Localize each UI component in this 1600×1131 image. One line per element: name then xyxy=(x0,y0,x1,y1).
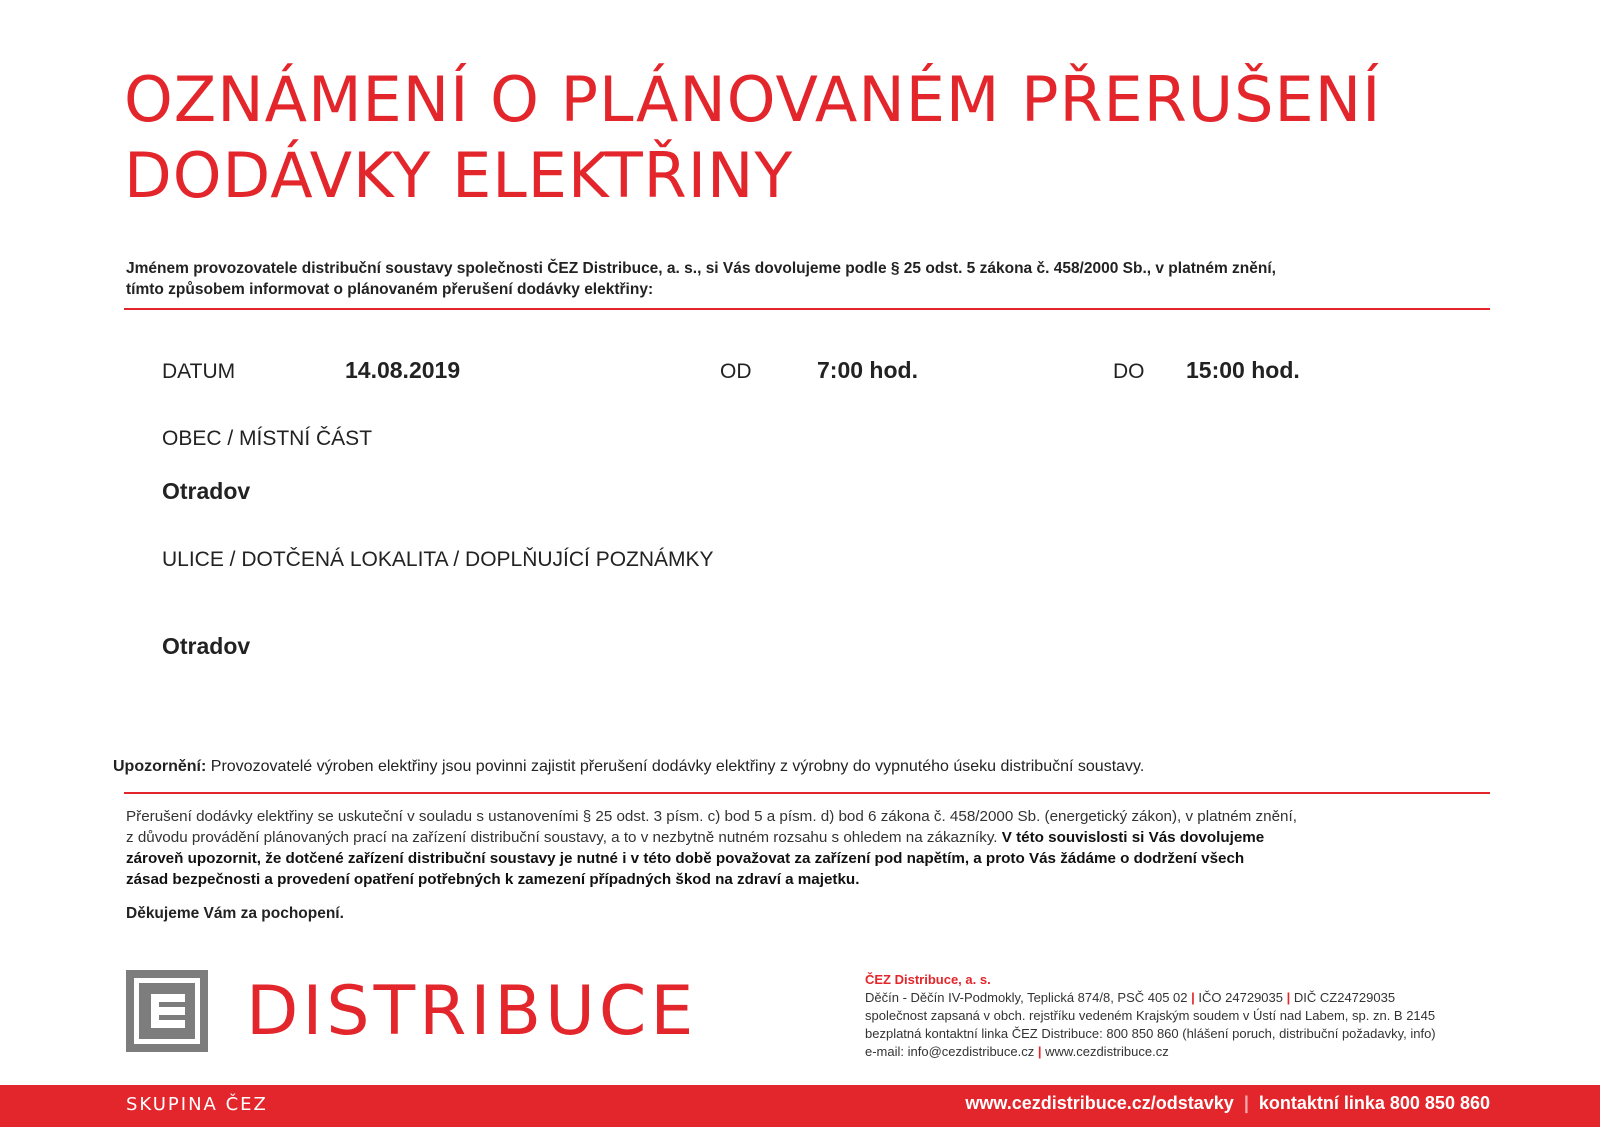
divider-middle xyxy=(124,792,1490,794)
legal-text xyxy=(126,806,1486,890)
intro-text xyxy=(126,258,1496,300)
title-line-1: OZNÁMENÍ O PLÁNOVANÉM PŘERUŠENÍ xyxy=(124,63,1382,136)
company-address-line xyxy=(865,989,1436,1007)
legal-line-2-plain: z důvodu provádění plánovaných prací na zařízení distribuční soustavy, a to v nezbytně nutném rozsahu s ohledem na zákazníky. xyxy=(126,829,1002,846)
company-name: ČEZ Distribuce, a. s. xyxy=(865,972,991,987)
company-dic: DIČ CZ24729035 xyxy=(1293,990,1396,1005)
legal-line-2 xyxy=(126,827,1486,848)
to-label: DO xyxy=(1113,360,1145,383)
company-hotline: bezplatná kontaktní linka ČEZ Distribuce: 800 850 860 (hlášení poruch, distribuční požadavky, info) xyxy=(865,1026,1436,1041)
divider-top xyxy=(124,308,1490,310)
footer-url[interactable]: www.cezdistribuce.cz/odstavky xyxy=(965,1093,1234,1113)
warning-text: Provozovatelé výroben elektřiny jsou povinni zajistit přerušení dodávky elektřiny z výrobny do vypnutého úseku distribuční soustavy. xyxy=(206,758,1145,775)
street-label: ULICE / DOTČENÁ LOKALITA / DOPLŇUJÍCÍ POZNÁMKY xyxy=(162,548,714,571)
company-address: Děčín - Děčín IV-Podmokly, Teplická 874/8, PSČ 405 02 xyxy=(865,990,1188,1005)
legal-line-2-bold: V této souvislosti si Vás dovolujeme xyxy=(1001,829,1265,846)
footer-links xyxy=(965,1093,1490,1114)
separator: | xyxy=(1191,990,1195,1005)
legal-line-4 xyxy=(126,869,1486,890)
from-label: OD xyxy=(720,360,752,383)
distribuce-wordmark: DISTRIBUCE xyxy=(246,972,698,1051)
legal-line-3-bold: zároveň upozornit, že dotčené zařízení distribuční soustavy je nutné i v této době považovat za zařízení pod napětím, a proto Vás žádáme o dodržení všech xyxy=(126,850,1245,867)
legal-line-1: Přerušení dodávky elektřiny se uskuteční v souladu s ustanoveními § 25 odst. 3 písm. c) bod 5 a písm. d) bod 6 zákona č. 458/2000 Sb. (energetický zákon), v platném znění, xyxy=(126,808,1297,825)
company-ico: IČO 24729035 xyxy=(1198,990,1283,1005)
separator: | xyxy=(1286,990,1291,1005)
date-label: DATUM xyxy=(162,360,236,383)
municipality-value: Otradov xyxy=(162,478,251,504)
title-line-2: DODÁVKY ELEKTŘINY xyxy=(124,139,794,212)
footer-separator: | xyxy=(1243,1093,1249,1113)
company-registry: společnost zapsaná v obch. rejstříku vedeném Krajským soudem v Ústí nad Labem, sp. zn. B 2145 xyxy=(865,1008,1436,1023)
company-email[interactable]: e-mail: info@cezdistribuce.cz xyxy=(865,1044,1035,1059)
warning-label: Upozornění: xyxy=(113,758,207,775)
intro-line-1: Jménem provozovatele distribuční soustavy společnosti ČEZ Distribuce, a. s., si Vás dovolujeme podle § 25 odst. 5 zákona č. 458/2000 Sb., v platném znění, xyxy=(126,260,1276,277)
cez-logo-mark xyxy=(126,970,208,1052)
company-info xyxy=(865,971,1436,1061)
date-value: 14.08.2019 xyxy=(345,357,461,383)
warning-notice xyxy=(113,758,1144,776)
intro-line-2: tímto způsobem informovat o plánovaném přerušení dodávky elektřiny: xyxy=(126,281,654,298)
page-title xyxy=(124,62,1504,214)
thanks-text: Děkujeme Vám za pochopení. xyxy=(126,905,344,922)
footer-group: SKUPINA ČEZ xyxy=(126,1094,268,1115)
street-value: Otradov xyxy=(162,633,251,659)
company-web[interactable]: www.cezdistribuce.cz xyxy=(1045,1044,1169,1059)
legal-line-4-bold: zásad bezpečnosti a provedení opatření potřebných k zamezení případných škod na zdraví a majetku. xyxy=(126,871,860,888)
separator: | xyxy=(1037,1044,1042,1059)
from-value: 7:00 hod. xyxy=(817,357,918,383)
company-contact-line xyxy=(865,1043,1436,1061)
footer-contact: kontaktní linka 800 850 860 xyxy=(1258,1093,1490,1113)
to-value: 15:00 hod. xyxy=(1186,357,1300,383)
municipality-label: OBEC / MÍSTNÍ ČÁST xyxy=(162,427,373,450)
cez-logo-icon xyxy=(126,970,208,1052)
legal-line-3 xyxy=(126,848,1486,869)
